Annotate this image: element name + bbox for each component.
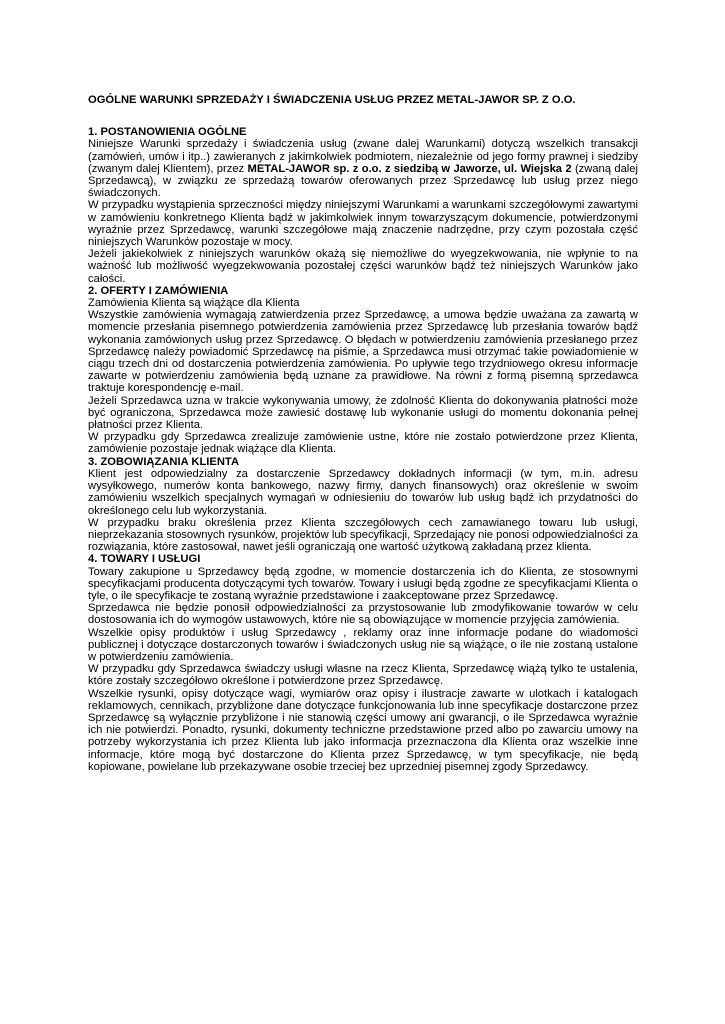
section-1-intro-paragraph: [88, 138, 638, 199]
section-2-paragraph: W przypadku gdy Sprzedawca zrealizuje zamówienie ustne, które nie zostało potwierdzone przez Klienta, zamówienie pozostaje jednak wiążące dla Klienta.: [88, 431, 638, 456]
section-4-paragraph: Sprzedawca nie będzie ponosił odpowiedzialności za przystosowanie lub zmodyfikowanie towarów w celu dostosowania ich do wymogów ustawowych, które nie są obowiązujące w momencie przyjęcia zamówienia.: [88, 602, 638, 627]
section-4-paragraph: Wszelkie opisy produktów i usług Sprzedawcy , reklamy oraz inne informacje podane do wiadomości publicznej i dotyczące dostarczonych towarów i świadczonych usług nie są wiążące, o ile nie zostaną ustalone w potwierdzeniu zamówienia.: [88, 626, 638, 663]
document-page: [88, 94, 638, 773]
section-3-paragraph: Klient jest odpowiedzialny za dostarczenie Sprzedawcy dokładnych informacji (w tym, m.in. adresu wysyłkowego, numerów konta bankowego, nazwy firmy, danych finansowych) oraz określenie w swoim zamówieniu wszelkich specjalnych wymagań w odniesieniu do towarów lub usług bądź ich przydatności do określonego celu lub wykorzystania.: [88, 467, 638, 517]
section-4-paragraph: Towary zakupione u Sprzedawcy będą zgodne, w momencie dostarczenia ich do Klienta, ze stosownymi specyfikacjami producenta dotyczącymi tych towarów. Towary i usługi będą zgodne ze specyfikacjami Klienta o tyle, o ile specyfikacje te zostaną wyraźnie przedstawione i zaakceptowane przez Sprzedawcę.: [88, 565, 638, 602]
section-4-paragraph: Wszelkie rysunki, opisy dotyczące wagi, wymiarów oraz opisy i ilustracje zawarte w ulotkach i katalogach reklamowych, cennikach, przybliżone dane dotyczące funkcjonowania lub inne specyfikacje dostarczone przez Sprzedawcę są wyłącznie przybliżone i nie stanowią części umowy ani gwarancji, o ile Sprzedawca wyraźnie ich nie potwierdzi. Ponadto, rysunki, dokumenty techniczne przedstawione przed albo po zawarciu umowy na potrzeby wykorzystania ich przez Klienta lub jako informacja przeznaczona dla Klienta oraz wszelkie inne informacje, które mogą być dostarczone do Klienta przez Sprzedawcę, w tym specyfikacje, nie będą kopiowane, powielane lub przekazywane osobie trzeciej bez uprzedniej pisemnej zgody Sprzedawcy.: [88, 687, 638, 773]
section-heading-zobowiazania: 3. ZOBOWIĄZANIA KLIENTA: [88, 455, 240, 468]
section-heading-towary: 4. TOWARY I USŁUGI: [88, 553, 201, 566]
section-heading-postanowienia: 1. POSTANOWIENIA OGÓLNE: [88, 126, 247, 139]
section-heading-oferty: 2. OFERTY I ZAMÓWIENIA: [88, 284, 229, 297]
section-4-paragraph: W przypadku gdy Sprzedawca świadczy usługi własne na rzecz Klienta, Sprzedawcę wiążą tylko te ustalenia, które zostały szczegółowo określone i potwierdzone przez Sprzedawcę.: [88, 663, 638, 688]
section-3-paragraph: W przypadku braku określenia przez Klienta szczegółowych cech zamawianego towaru lub usługi, nieprzekazania stosownych rysunków, projektów lub specyfikacji, Sprzedający nie ponosi odpowiedzialności za rozwiązania, które zastosował, nawet jeśli ograniczają one wartość użytkową zakładaną przez klienta.: [88, 516, 638, 554]
section-2-subheading: Zamówienia Klienta są wiążące dla Klienta: [88, 297, 300, 310]
intro-text-before-company: Niniejsze Warunki sprzedaży i świadczenia usług (zwane dalej Warunkami) dotyczą wszelkich transakcji (zamówień, umów i itp..) zawieranych z jakimkolwiek podmiotem, niezależnie od jego formy prawnej i siedziby (zwanym dalej Klientem), przez: [88, 138, 638, 175]
company-name-address: METAL-JAWOR sp. z o.o. z siedzibą w Jaworze, ul. Wiejska 2: [247, 162, 572, 175]
section-2-paragraph: Wszystkie zamówienia wymagają zatwierdzenia przez Sprzedawcę, a umowa będzie uważana za zawartą w momencie przesłania pisemnego potwierdzenia zamówienia przez Sprzedawcę lub przesłania towarów bądź wykonania zamówionych usług przez Sprzedawcę. O błędach w potwierdzeniu zamówienia przesłanego przez Sprzedawcę należy powiadomić Sprzedawcę na piśmie, a Sprzedawca musi otrzymać takie powiadomienie w ciągu trzech dni od dostarczenia potwierdzenia zamówienia. Po upływie tego trzydniowego okresu informacje zawarte w potwierdzeniu zamówienia będą uznane za prawidłowe. Na równi z formą pisemną sprzedawca traktuje korespondencję e-mail.: [88, 309, 638, 395]
section-1-paragraph: Jeżeli jakiekolwiek z niniejszych warunków okażą się niemożliwe do wyegzekwowania, nie wpłynie to na ważność lub możliwość wyegzekwowania pozostałej części warunków bądź też niniejszych Warunków jako całości.: [88, 248, 638, 285]
section-1-paragraph: W przypadku wystąpienia sprzeczności między niniejszymi Warunkami a warunkami szczegółowymi zawartymi w zamówieniu konkretnego Klienta bądź w jakimkolwiek innym towarzyszącym dokumencie, potwierdzonymi wyraźnie przez Sprzedawcę, warunki szczegółowe mają znaczenie nadrzędne, przy czym pozostała część niniejszych Warunków pozostaje w mocy.: [88, 199, 638, 249]
document-title: OGÓLNE WARUNKI SPRZEDAŻY I ŚWIADCZENIA USŁUG PRZEZ METAL-JAWOR SP. Z O.O.: [88, 94, 576, 106]
section-2-paragraph: Jeżeli Sprzedawca uzna w trakcie wykonywania umowy, że zdolność Klienta do dokonywania płatności może być ograniczona, Sprzedawca może zawiesić dostawę lub wykonanie usługi do momentu dokonania pełnej płatności przez Klienta.: [88, 394, 638, 432]
intro-text-after-company: (zwaną dalej Sprzedawcą), w związku ze sprzedażą towarów oferowanych przez Sprzedawcę lub usług przez niego świadczonych.: [88, 162, 638, 200]
